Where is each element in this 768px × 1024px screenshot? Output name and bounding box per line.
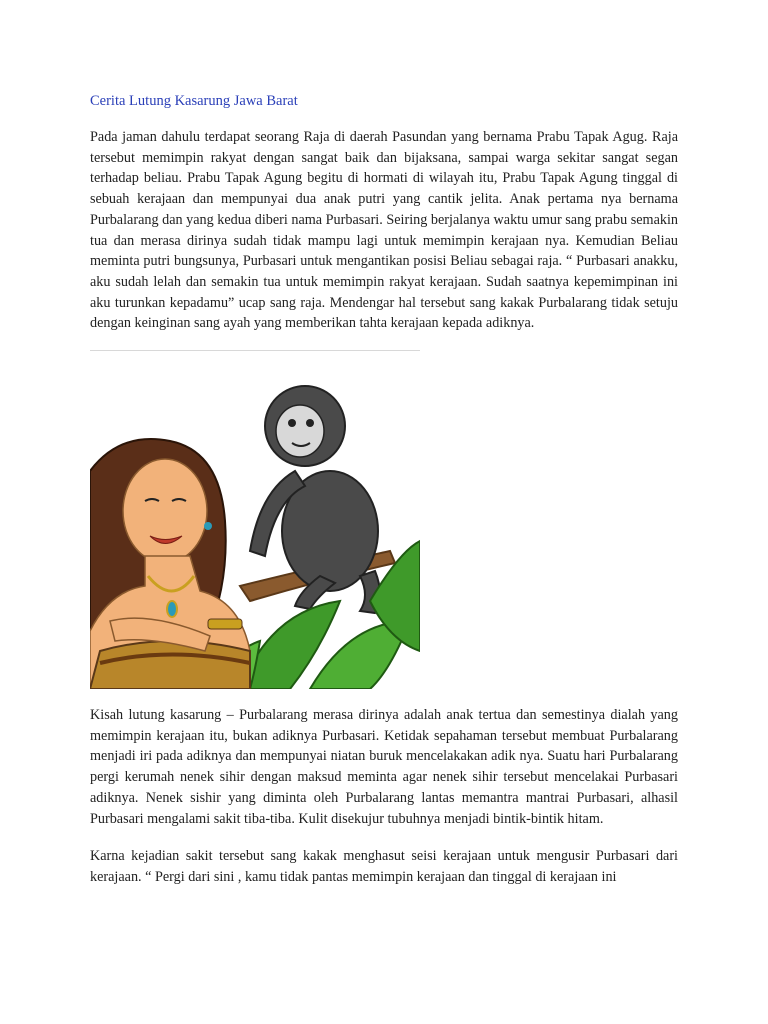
paragraph-2: Kisah lutung kasarung – Purbalarang merasa dirinya adalah anak tertua dan semestinya dialah yang memimpin kerajaan itu, bukan adiknya Purbasari. Ketidak sepahaman tersebut membuat Purbalarang menjadi iri pada adiknya dan mempunyai niatan buruk mencelakakan adik nya. Suatu hari Purbalarang pergi kerumah nenek sihir dengan maksud meminta agar nenek sihir tersebut mencelakai Purbasari adiknya. Nenek sishir yang diminta oleh Purbalarang lantas memantra mantrai Purbasari, alhasil Purbasari mengalami sakit tiba-tiba. Kulit disekujur tubuhnya menjadi bintik-bintik hitam. [90, 707, 678, 827]
paragraph-1: Pada jaman dahulu terdapat seorang Raja di daerah Pasundan yang bernama Prabu Tapak Agug. Raja tersebut memimpin rakyat dengan sangat baik dan bijaksana, sampai warga sekitar sangat segan terhadap beliau. Prabu Tapak Agung begitu di hormati di wilayah itu, Prabu Tapak Agung tinggal di sebuah kerajaan dan mempunyai dua anak putri yang cantik jelita. Anak pertama nya bernama Purbalarang dan yang kedua diberi nama Purbasari. Seiring berjalanya waktu umur sang prabu semakin tua dan merasa dirinya sudah tidak mampu lagi untuk memimpin kerajaan nya. Kemudian Beliau meminta putri bungsunya, Purbasari untuk mengantikan posisi Beliau sebagai raja. “ Purbasari anakku, aku sudah lelah dan semakin tua untuk memimpin rakyat kerajaan. Sudah saatnya kepemimpinan ini aku turunkan kepadamu” ucap sang raja. Mendengar hal tersebut sang kakak Purbalarang tidak setuju dengan keinginan sang ayah yang memberikan tahta kerajaan kepada adiknya. [90, 129, 678, 332]
princess-and-monkey-illustration [90, 351, 420, 689]
story-illustration [90, 350, 420, 689]
paragraph-3: Karna kejadian sakit tersebut sang kakak menghasut seisi kerajaan untuk mengusir Purbasari dari kerajaan. “ Pergi dari sini , kamu tidak pantas memimpin kerajaan dan tinggal di kerajaan ini [90, 848, 678, 885]
document-title: Cerita Lutung Kasarung Jawa Barat [90, 93, 298, 109]
document-page [90, 92, 678, 888]
